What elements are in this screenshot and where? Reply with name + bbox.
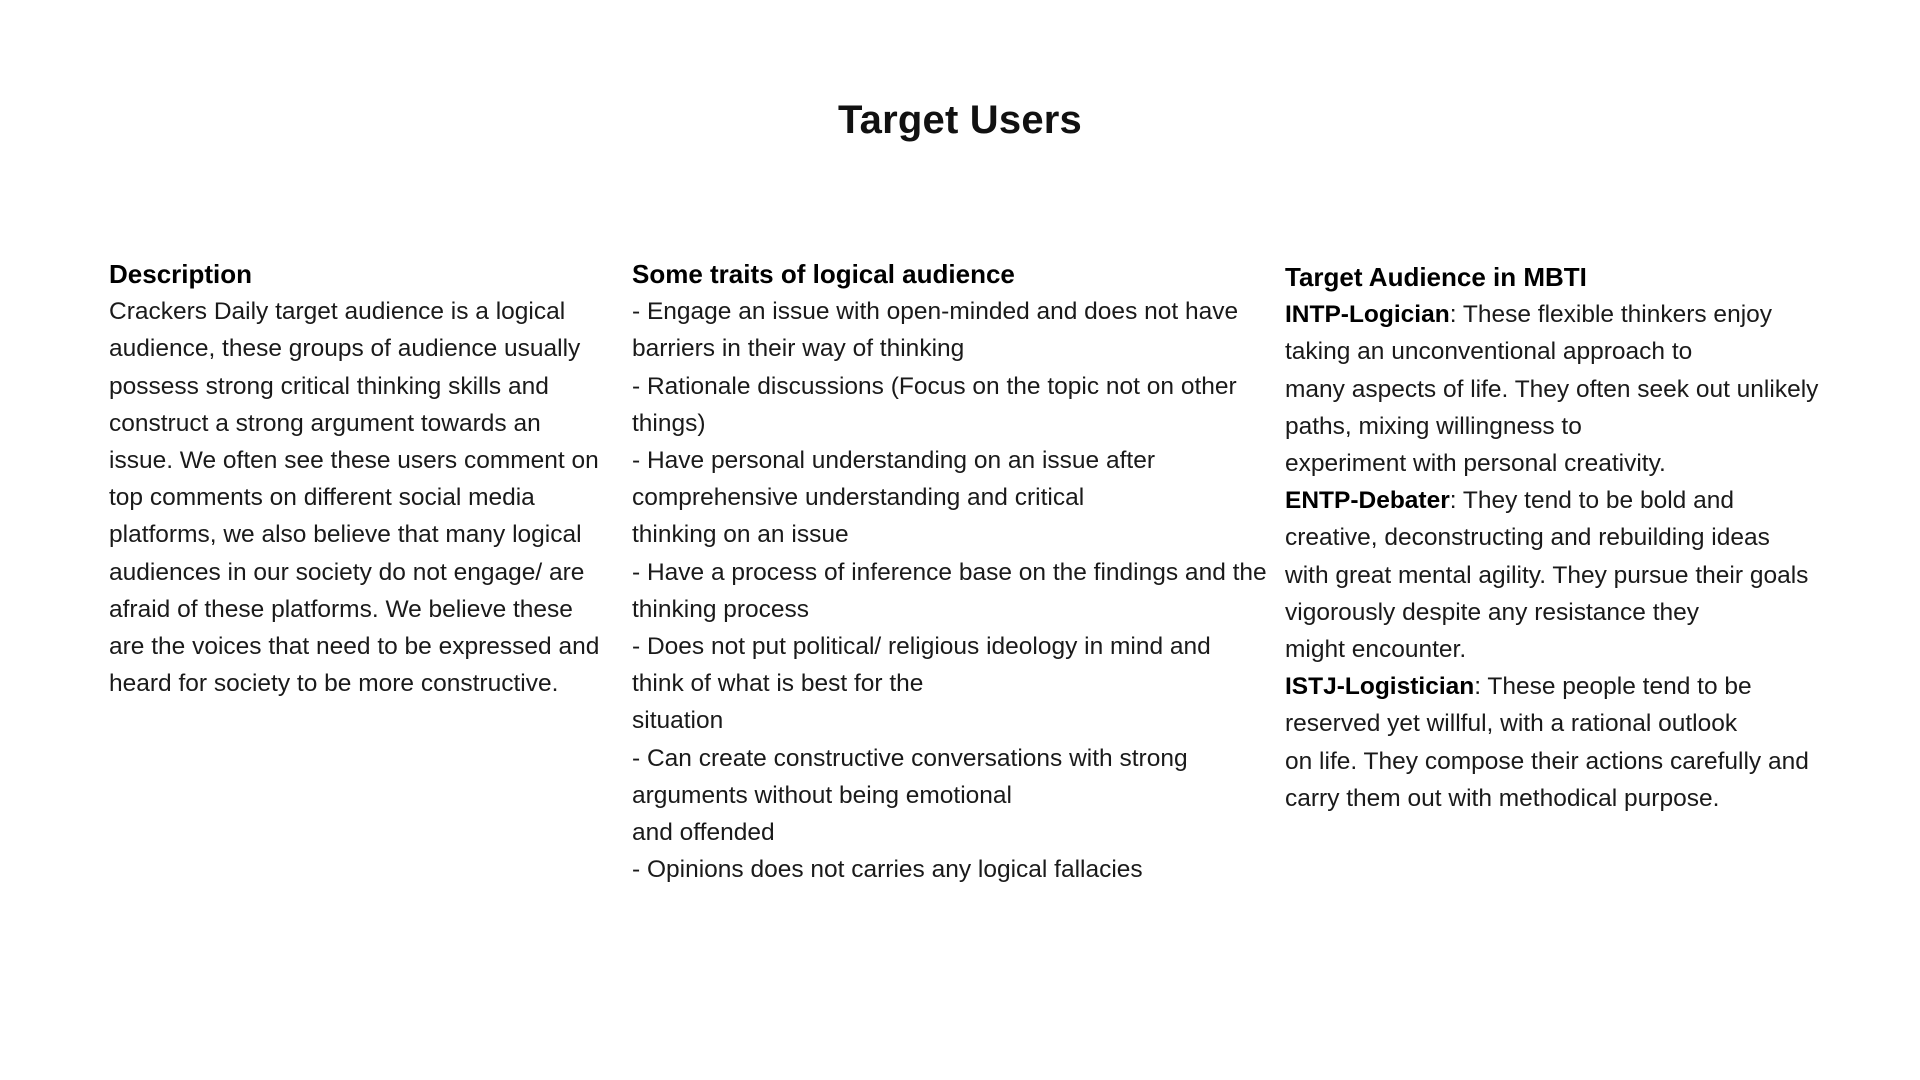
description-line: are the voices that need to be expressed and [109,633,600,661]
mbti-heading: Target Audience in MBTI [1285,262,1587,292]
mbti-type-desc: : These flexible thinkers enjoy [1449,301,1773,329]
mbti-desc-line: might encounter. [1285,636,1467,664]
mbti-desc-line: creative, deconstructing and rebuilding ideas [1285,524,1770,552]
description-line: construct a strong argument towards an [109,409,541,437]
mbti-desc-line: vigorously despite any resistance they [1285,598,1699,626]
description-body [109,293,599,702]
mbti-type-desc: : These people tend to be [1474,673,1752,701]
description-line: audiences in our society do not engage/ are [109,558,585,586]
mbti-column [1285,259,1819,817]
trait-line: comprehensive understanding and critical [632,484,1085,512]
traits-heading: Some traits of logical audience [632,259,1015,289]
mbti-type-desc: : They tend to be bold and [1449,487,1734,515]
mbti-desc-line: with great mental agility. They pursue their goals [1285,561,1809,589]
description-line: heard for society to be more constructive. [109,670,559,698]
trait-line: think of what is best for the [632,670,924,698]
description-line: audience, these groups of audience usually [109,335,581,363]
description-heading: Description [109,259,253,289]
trait-line: and offended [632,819,775,847]
trait-line: barriers in their way of thinking [632,335,965,363]
mbti-desc-line: many aspects of life. They often seek out unlikely [1285,375,1819,403]
description-line: possess strong critical thinking skills and [109,372,549,400]
description-line: top comments on different social media [109,484,535,512]
trait-line: arguments without being emotional [632,781,1012,809]
description-line: afraid of these platforms. We believe these [109,595,573,623]
trait-line: - Have personal understanding on an issue after [632,447,1155,475]
trait-line: thinking on an issue [632,521,849,549]
page-title: Target Users [838,98,1082,142]
mbti-desc-line: carry them out with methodical purpose. [1285,784,1720,812]
traits-column [632,256,1267,888]
trait-line: - Rationale discussions (Focus on the topic not on other [632,372,1237,400]
trait-line: - Have a process of inference base on the findings and the [632,558,1267,586]
mbti-type-name: ENTP-Debater [1285,487,1450,515]
mbti-type-istj [1285,668,1815,817]
mbti-type-name: ISTJ-Logistician [1285,673,1475,701]
mbti-type-name: INTP-Logician [1285,301,1450,329]
mbti-desc-line: paths, mixing willingness to [1285,412,1582,440]
trait-line: - Can create constructive conversations with strong [632,744,1188,772]
description-line: issue. We often see these users comment on [109,447,599,475]
mbti-desc-line: reserved yet willful, with a rational outlook [1285,710,1738,738]
mbti-desc-line: on life. They compose their actions carefully and [1285,747,1809,775]
mbti-type-intp [1285,296,1819,482]
description-line: Crackers Daily target audience is a logical [109,298,566,326]
description-column [109,256,599,702]
traits-list [632,293,1267,888]
mbti-desc-line: experiment with personal creativity. [1285,450,1666,478]
mbti-desc-line: taking an unconventional approach to [1285,338,1693,366]
trait-line: thinking process [632,595,810,623]
trait-line: - Opinions does not carries any logical fallacies [632,856,1143,884]
trait-line: situation [632,707,724,735]
trait-line: - Does not put political/ religious ideology in mind and [632,633,1211,661]
mbti-type-first-line [1285,296,1815,333]
description-line: platforms, we also believe that many logical [109,521,582,549]
mbti-type-first-line [1285,482,1815,519]
mbti-type-first-line [1285,668,1815,705]
mbti-type-entp [1285,482,1815,668]
trait-line: - Engage an issue with open-minded and does not have [632,298,1239,326]
trait-line: things) [632,409,706,437]
